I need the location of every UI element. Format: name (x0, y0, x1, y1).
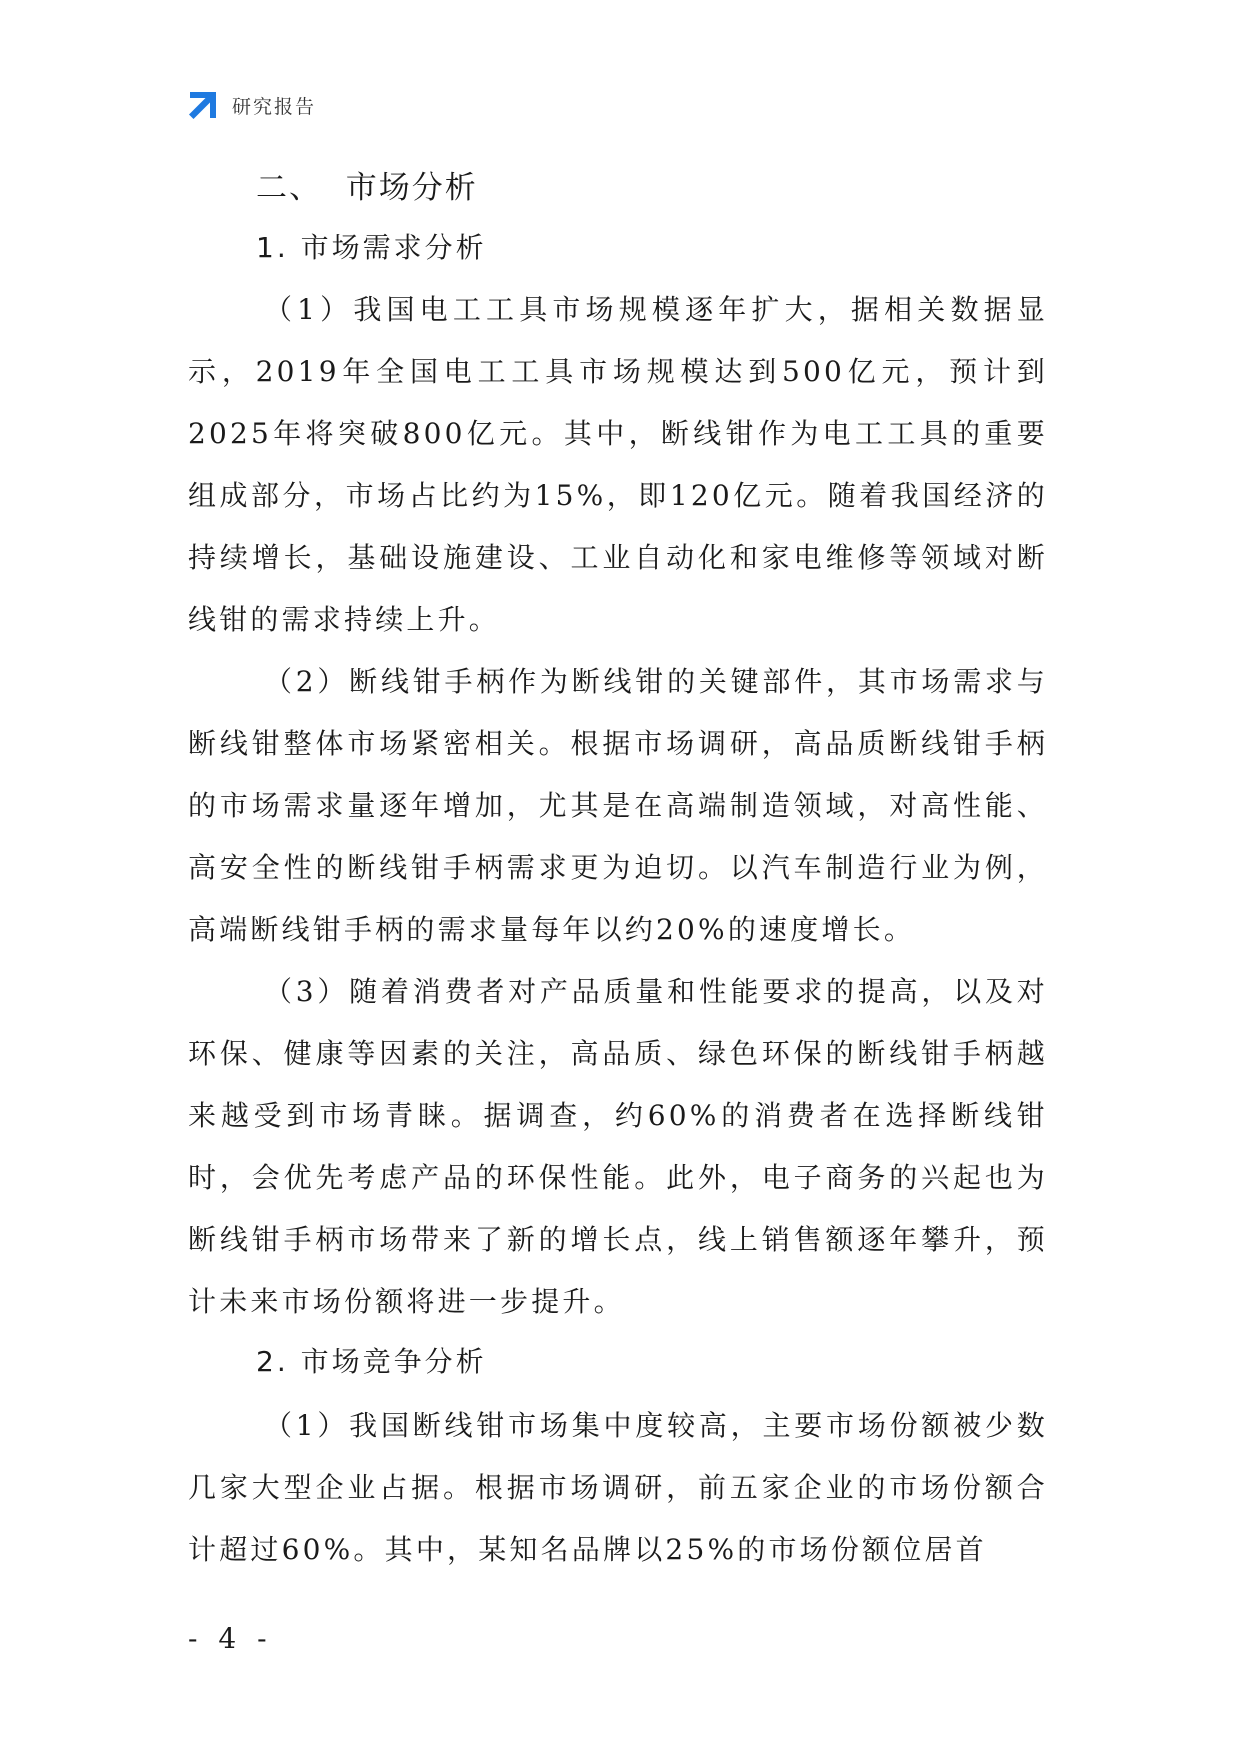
subsection-heading-competition: 2. 市场竞争分析 (256, 1345, 487, 1378)
section-heading: 二、 市场分析 (256, 170, 478, 206)
paragraph-competition-1: （1）我国断线钳市场集中度较高，主要市场份额被少数几家大型企业占据。根据市场调研，前五家企业的市场份额合计超过60%。其中，某知名品牌以25%的市场份额位居首 (188, 1409, 1048, 1566)
page-number: - 4 - (188, 1622, 273, 1655)
paragraph-demand-1: （1）我国电工工具市场规模逐年扩大，据相关数据显示，2019年全国电工工具市场规模达到500亿元，预计到2025年将突破800亿元。其中，断线钳作为电工工具的重要组成部分，市场占比约为15%，即120亿元。随着我国经济的持续增长，基础设施建设、工业自动化和家电维修等领域对断线钳的需求持续上升。 (188, 293, 1048, 636)
paragraph-demand-2: （2）断线钳手柄作为断线钳的关键部件，其市场需求与断线钳整体市场紧密相关。根据市场调研，高品质断线钳手柄的市场需求量逐年增加，尤其是在高端制造领域，对高性能、高安全性的断线钳手柄需求更为迫切。以汽车制造行业为例，高端断线钳手柄的需求量每年以约20%的速度增长。 (188, 665, 1048, 946)
subsection-heading-demand: 1. 市场需求分析 (256, 231, 487, 264)
header-title: 研究报告 (232, 95, 317, 118)
paragraph-demand-3: （3）随着消费者对产品质量和性能要求的提高，以及对环保、健康等因素的关注，高品质、绿色环保的断线钳手柄越来越受到市场青睐。据调查，约60%的消费者在选择断线钳时，会优先考虑产品的环保性能。此外，电子商务的兴起也为断线钳手柄市场带来了新的增长点，线上销售额逐年攀升，预计未来市场份额将进一步提升。 (188, 975, 1048, 1318)
arrow-up-right-icon (186, 88, 220, 122)
report-header (186, 88, 316, 122)
